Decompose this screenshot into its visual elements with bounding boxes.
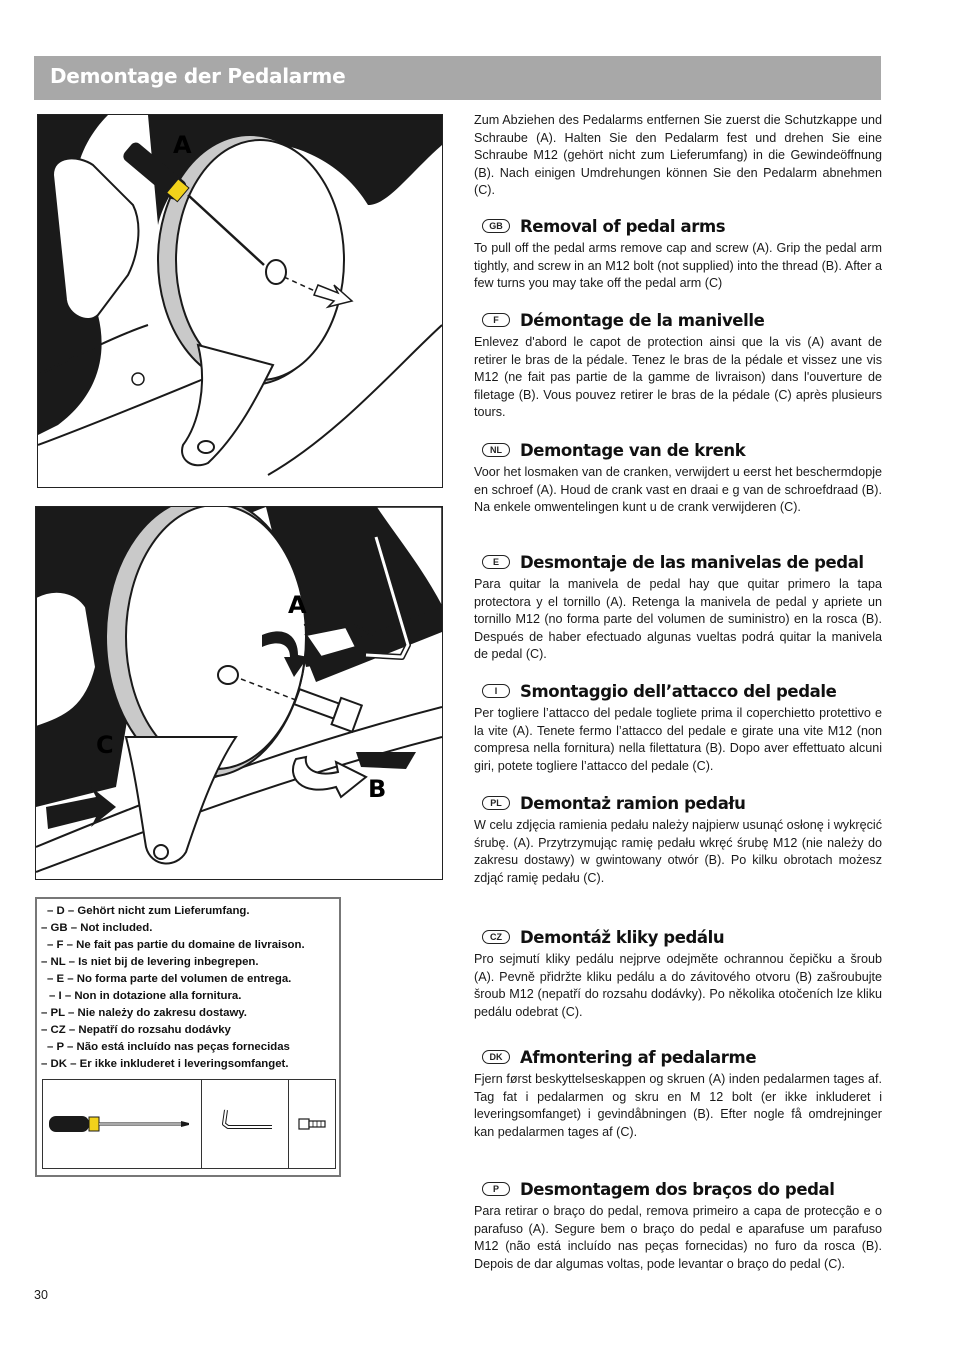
- section-title: Removal of pedal arms: [520, 216, 726, 236]
- section-gb: [474, 214, 882, 293]
- note-line: – DK – Er ikke inkluderet i leveringsomfanget.: [41, 1058, 289, 1070]
- language-badge: E: [482, 555, 510, 569]
- crank-arm-illustration: [36, 507, 442, 879]
- section-title: Demontage van de krenk: [520, 440, 746, 460]
- tool-cell-bolt: [289, 1080, 335, 1168]
- section-title: Desmontagem dos braços do pedal: [520, 1179, 835, 1199]
- figure-label-c: C: [96, 731, 114, 759]
- intro-de: Zum Abziehen des Pedalarms entfernen Sie zuerst die Schutzkappe und Schraube (A). Halten Sie den Pedalarm fest und drehen Sie eine Schraube M12 (gehört nicht zum Lieferumfang) in die Gewindeöffnung (B). Nach einigen Umdrehungen können Sie den Pedalarm abnehmen (C).: [474, 113, 882, 198]
- language-badge: GB: [482, 219, 510, 233]
- section-nl: [474, 438, 882, 517]
- section-title: Smontaggio dell’attacco del pedale: [520, 681, 837, 701]
- note-line: – GB – Not included.: [41, 922, 153, 934]
- section-body: W celu zdjęcia ramienia pedału należy najpierw usunąć osłonę i wykręcić śrubę. (A). Przytrzymując ramię pedału wkręć śrubę M12 (nie należy do zakresu dostawy) w gwintowany otwór (B). Po kilku obrotach możesz zdjąć ramię pedału (C).: [474, 818, 882, 885]
- language-badge: CZ: [482, 930, 510, 944]
- section-dk: [474, 1045, 882, 1141]
- figure-label-a: A: [288, 591, 307, 619]
- page-number: 30: [34, 1288, 48, 1302]
- section-body: Voor het losmaken van de cranken, verwijdert u eerst het beschermdopje en schroef (A). Houd de crank vast en draai e g van de schroefdraad (B). Na enkele omwentelingen kunt u de crank verwijderen (C).: [474, 465, 882, 515]
- language-badge: I: [482, 684, 510, 698]
- instructions-column: [474, 112, 882, 200]
- language-badge: P: [482, 1182, 510, 1196]
- not-included-box: [35, 897, 341, 1177]
- figure-remove-arm: [35, 506, 443, 880]
- screwdriver-icon: [43, 1080, 201, 1168]
- note-line: – NL – Is niet bij de levering inbegrepen.: [41, 956, 259, 968]
- tool-cell-hex-key: [202, 1080, 289, 1168]
- section-cz: [474, 925, 882, 1021]
- page-title-bar: [34, 56, 881, 100]
- section-f: [474, 308, 882, 422]
- language-badge: DK: [482, 1050, 510, 1064]
- section-title: Demontáž kliky pedálu: [520, 927, 725, 947]
- language-badge: F: [482, 313, 510, 327]
- note-line: – PL – Nie należy do zakresu dostawy.: [41, 1007, 247, 1019]
- section-header: [474, 679, 882, 703]
- section-header: [474, 1177, 882, 1201]
- section-header: [474, 438, 882, 462]
- section-i: [474, 679, 882, 775]
- section-title: Afmontering af pedalarme: [520, 1047, 757, 1067]
- section-body: Enlevez d'abord le capot de protection ainsi que la vis (A) avant de retirer le bras de la pédale. Tenez le bras de la pédale et vissez une vis M12 (ne fait pas partie de la gamme de livraison) dans l'ouverture de filetage (B). Vous pouvez retirer le bras de la pédale (C) après plusieurs tours.: [474, 335, 882, 420]
- figure-remove-cap: [37, 114, 443, 488]
- section-title: Démontage de la manivelle: [520, 310, 765, 330]
- note-line: – D – Gehört nicht zum Lieferumfang.: [47, 905, 250, 917]
- section-p: [474, 1177, 882, 1273]
- section-body: Fjern først beskyttelseskappen og skruen (A) inden pedalarmen tages af. Tag fat i pedalarmen og skru en M 12 bolt (er ikke inkluderet i leveringsomfanget) i gevindåbningen (B). Efter nogle få omdrejninger kan pedalarmen tages af (C).: [474, 1072, 882, 1139]
- note-line: – I – Non in dotazione alla fornitura.: [49, 990, 242, 1002]
- section-title: Demontaż ramion pedału: [520, 793, 746, 813]
- section-body: Pro sejmutí kliky pedálu nejprve odejměte ochrannou čepičku a šroub (A). Pevně přidržte kliku pedálu a do závitového otvoru (B) zašroubujte šroub M12 (nepatří do rozsahu dodávky). Po několika otočeních lze kliku pedálu odebrat (C).: [474, 952, 882, 1019]
- page-title: Demontage der Pedalarme: [50, 64, 346, 88]
- section-header: [474, 925, 882, 949]
- section-header: [474, 791, 882, 815]
- section-body: Per togliere l’attacco del pedale togliete prima il coperchietto protettivo e la vite (A). Tenete fermo l’attacco del pedale e girate una vite M12 (non compresa nella fornitura) nella filettatura (B). Dopo aver effettuato alcuni giri, potete togliere l’attacco del pedale (C).: [474, 706, 882, 773]
- section-body: To pull off the pedal arms remove cap and screw (A). Grip the pedal arm tightly, and screw in an M12 bolt (not supplied) into the thread (B). After a few turns you may take off the pedal arm (C): [474, 241, 882, 291]
- section-body: Para retirar o braço do pedal, remova primeiro a capa de protecção e o parafuso (A). Segure bem o braço do pedal e aparafuse um parafuso M12 (não está incluído nas peças fornecidas) no furo da rosca (B). Depois de dar algumas voltas, pode levantar o braço do pedal (C).: [474, 1204, 882, 1271]
- section-title: Desmontaje de las manivelas de pedal: [520, 552, 864, 572]
- language-badge: PL: [482, 796, 510, 810]
- tool-cell-screwdriver: [43, 1080, 202, 1168]
- language-badge: NL: [482, 443, 510, 457]
- section-pl: [474, 791, 882, 887]
- crank-cap-illustration: [38, 115, 442, 487]
- tools-strip: [42, 1079, 336, 1169]
- section-header: [474, 1045, 882, 1069]
- note-line: – P – Não está incluído nas peças fornecidas: [47, 1041, 290, 1053]
- note-line: – CZ – Nepatří do rozsahu dodávky: [41, 1024, 231, 1036]
- section-header: [474, 550, 882, 574]
- section-body: Para quitar la manivela de pedal hay que quitar primero la tapa protectora y el tornillo (A). Retenga la manivela de pedal y apriete un tornillo M12 (no forma parte del volumen de suministro) en la rosca (B). Después de haber efectuado algunas vueltas podrá quitar la manivela de pedal (C).: [474, 577, 882, 662]
- section-header: [474, 214, 882, 238]
- hex-key-icon: [202, 1080, 288, 1168]
- note-line: – F – Ne fait pas partie du domaine de livraison.: [47, 939, 305, 951]
- figure-label-b: B: [368, 775, 387, 803]
- section-header: [474, 308, 882, 332]
- section-e: [474, 550, 882, 664]
- bolt-icon: [289, 1080, 335, 1168]
- figure-label-a: A: [173, 131, 192, 159]
- note-line: – E – No forma parte del volumen de entrega.: [47, 973, 292, 985]
